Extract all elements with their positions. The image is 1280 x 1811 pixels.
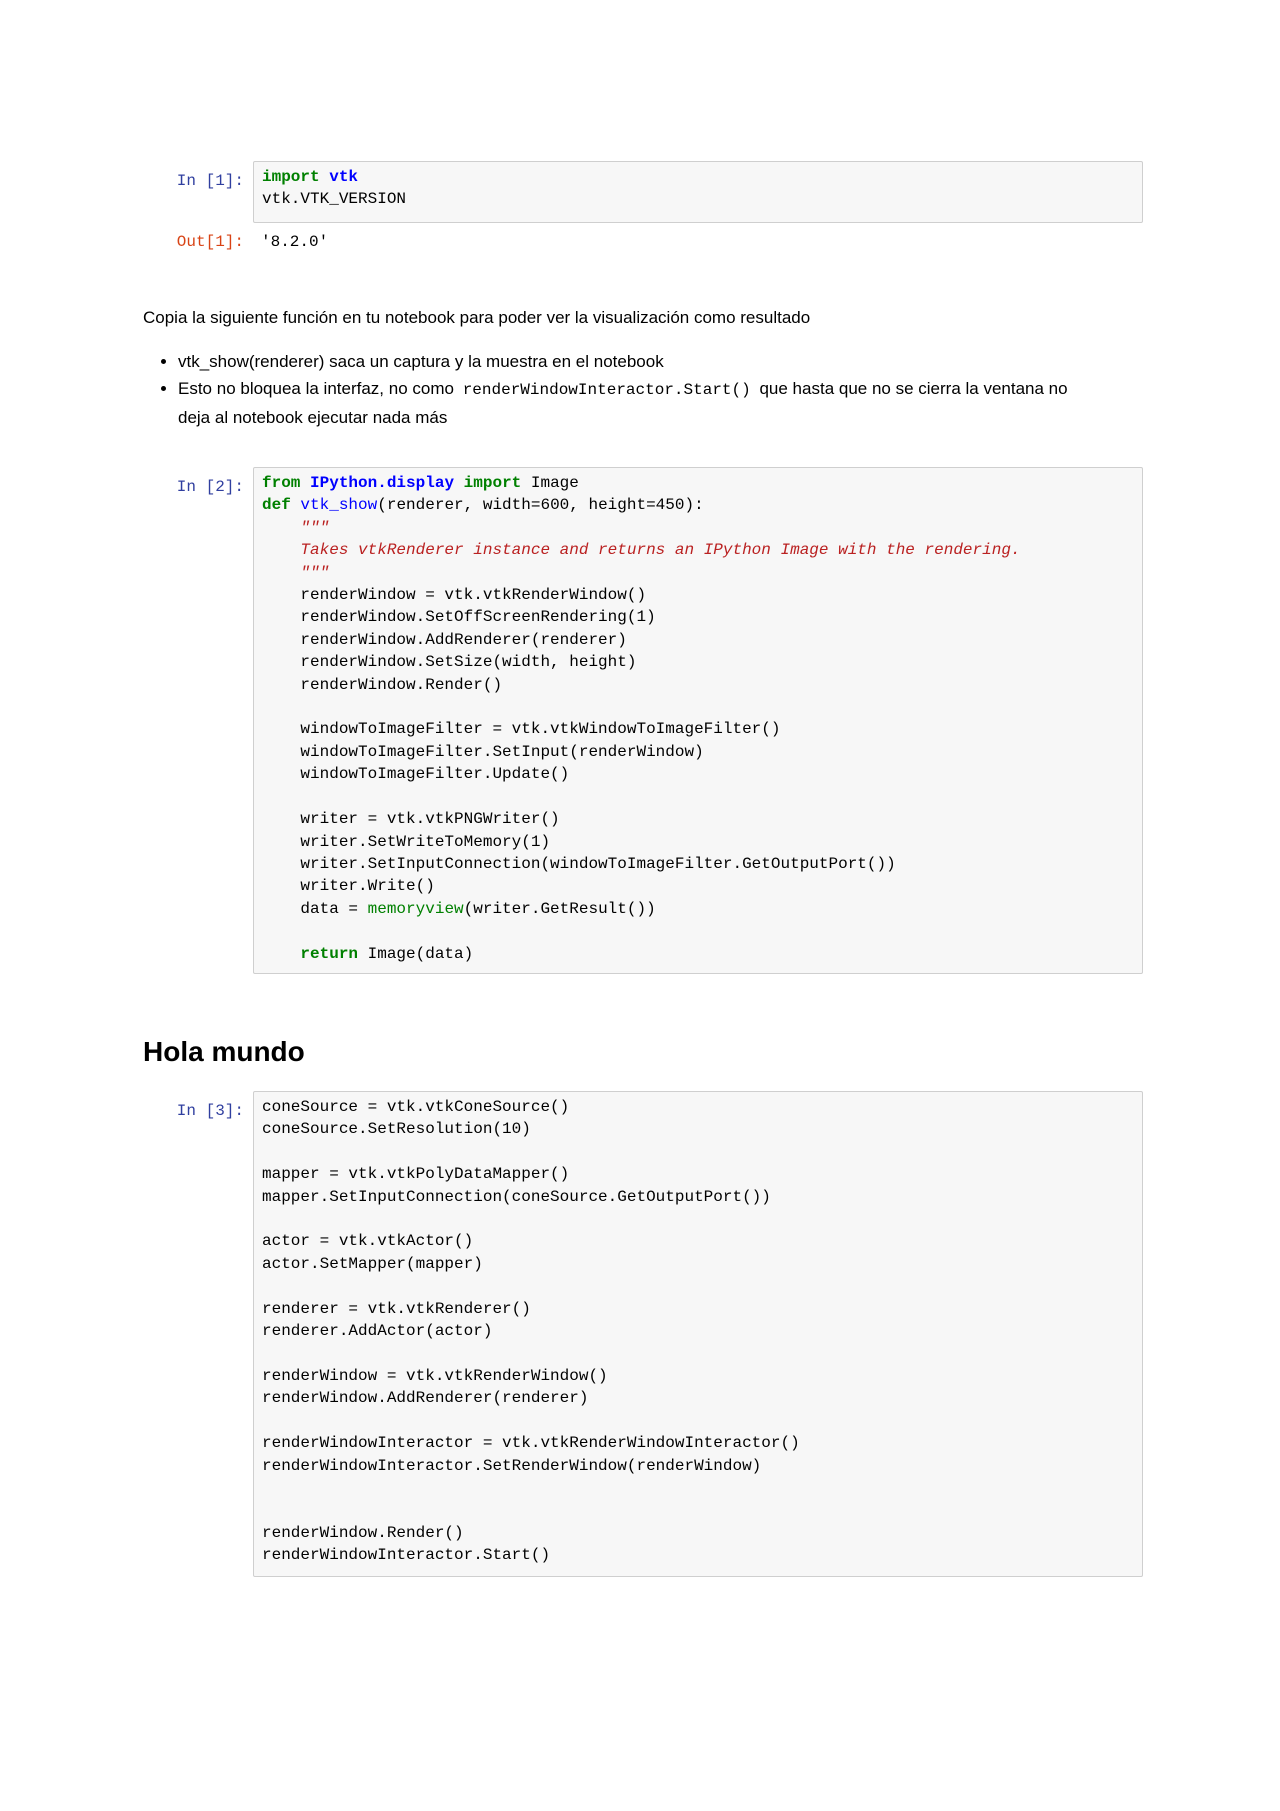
code-line: renderWindow = vtk.vtkRenderWindow()	[262, 586, 647, 605]
function-name: vtk_show	[300, 496, 378, 515]
keyword-import: import	[262, 168, 320, 186]
import-name: Image	[521, 474, 579, 492]
bullet-item	[178, 348, 1103, 375]
markdown-paragraph: Copia la siguiente función en tu notebook para poder ver la visualización como resultado	[143, 308, 811, 327]
docstring-close: """	[262, 563, 330, 582]
cell1-in-prompt: In [1]:	[176, 172, 244, 190]
cell1-code-input[interactable]	[253, 161, 1143, 223]
code-line: renderWindow.SetSize(width, height)	[262, 653, 637, 672]
code-line: windowToImageFilter.SetInput(renderWindow)	[262, 742, 704, 761]
cell2-code-input[interactable]	[253, 467, 1143, 974]
code-line: Image(data)	[358, 944, 474, 963]
docstring-text: Takes vtkRenderer instance and returns an IPython Image with the rendering.	[262, 541, 1021, 560]
code-line: renderWindow.AddRenderer(renderer)	[262, 630, 627, 649]
code-line: windowToImageFilter = vtk.vtkWindowToImageFilter()	[262, 720, 781, 739]
bullet-item	[178, 375, 1103, 431]
code-line: windowToImageFilter.Update()	[262, 765, 570, 784]
keyword-return: return	[300, 944, 359, 963]
keyword-import: import	[463, 474, 522, 492]
code-line: data =	[262, 899, 368, 918]
markdown-bullet-list	[143, 348, 1103, 431]
inline-code: renderWindowInteractor.Start()	[462, 381, 751, 399]
section-heading: Hola mundo	[143, 1036, 305, 1067]
cell1-out-prompt: Out[1]:	[176, 233, 244, 251]
keyword-from: from	[262, 474, 301, 492]
cell1-output: '8.2.0'	[261, 233, 329, 251]
code-line: vtk.VTK_VERSION	[262, 190, 407, 209]
cell2-code	[262, 472, 1134, 965]
cell1-code	[262, 166, 1134, 211]
bullet-text: Esto no bloquea la interfaz, no como	[178, 379, 454, 398]
bullet-text: vtk_show(renderer) saca un captura y la muestra en el notebook	[178, 352, 664, 371]
bullet-text: que hasta que no se cierra la ventana no deja al notebook ejecutar nada más	[178, 379, 1068, 427]
cell3-in-prompt: In [3]:	[176, 1102, 244, 1120]
cell3-code: coneSource = vtk.vtkConeSource() coneSource.SetResolution(10) mapper = vtk.vtkPolyDataMapper() mapper.SetInputConnection(coneSource.GetOutputPort()) actor = vtk.vtkActor() actor.SetMapper(mapper) renderer = vtk.vtkRenderer() renderer.AddActor(actor) renderWindow = vtk.vtkRenderWindow() renderWindow.AddRenderer(renderer) renderWindowInteractor = vtk.vtkRenderWindowInteractor() renderWindowInteractor.SetRenderWindow(renderWindow) renderWindow.Render() renderWindowInteractor.Start()	[262, 1098, 800, 1565]
keyword-def: def	[262, 496, 291, 515]
code-line: (writer.GetResult())	[463, 899, 656, 918]
code-line: writer.SetInputConnection(windowToImageFilter.GetOutputPort())	[262, 854, 896, 873]
builtin-memoryview: memoryview	[367, 899, 464, 918]
function-signature: (renderer, width=600, height=450):	[377, 496, 704, 515]
cell3-code-input[interactable]	[253, 1091, 1143, 1577]
cell2-in-prompt: In [2]:	[176, 478, 244, 496]
code-line: writer.SetWriteToMemory(1)	[262, 832, 551, 851]
module-ipython-display: IPython.display	[310, 474, 455, 492]
module-vtk: vtk	[329, 168, 359, 186]
code-line: renderWindow.SetOffScreenRendering(1)	[262, 608, 656, 627]
docstring-open: """	[262, 518, 330, 537]
code-line: writer = vtk.vtkPNGWriter()	[262, 810, 560, 829]
code-line: writer.Write()	[262, 877, 435, 896]
code-line: renderWindow.Render()	[262, 675, 503, 694]
